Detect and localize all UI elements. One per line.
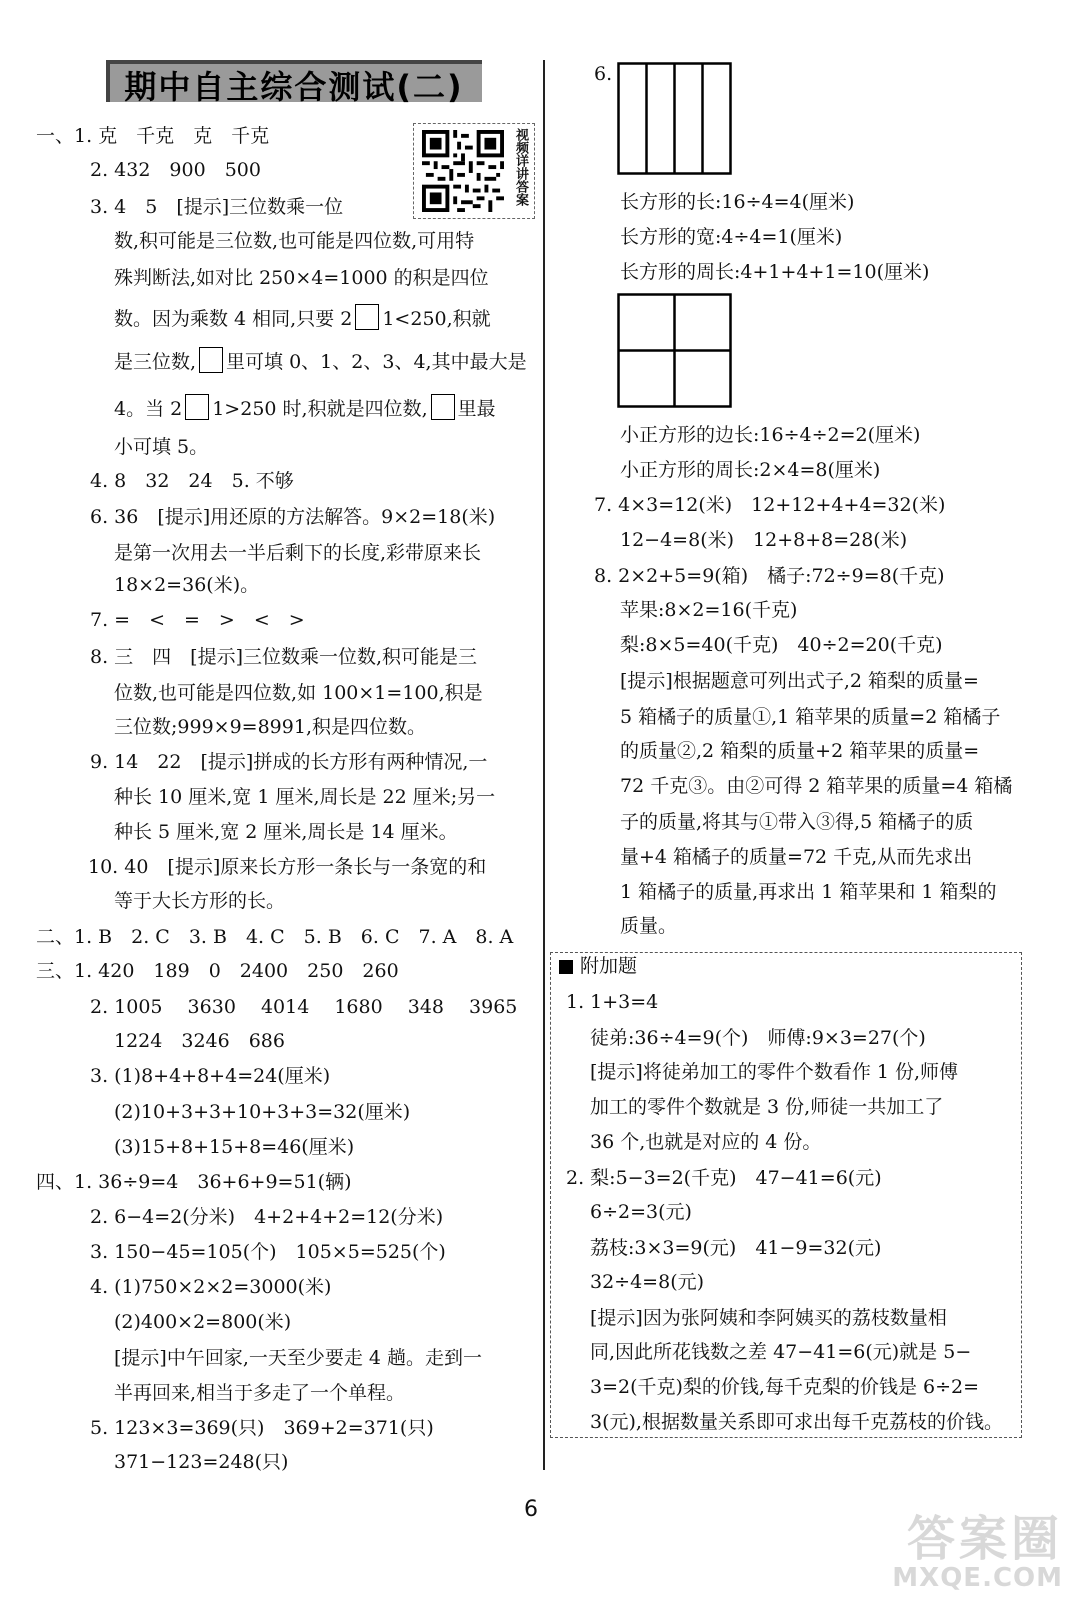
answer-line: [620, 669, 979, 693]
blank-box-icon: [199, 347, 223, 373]
answer-line: [114, 715, 426, 739]
answer-text: 附加题: [580, 955, 638, 977]
answer-line: [620, 880, 997, 904]
answer-text: [提示]将徒弟加工的零件个数看作 1 份,师傅: [590, 1061, 959, 1083]
watermark: [892, 1511, 1063, 1593]
answer-text: 加工的零件个数就是 3 份,师徒一共加工了: [590, 1096, 944, 1118]
answer-text: 7. = < = > < >: [90, 609, 305, 631]
answer-text: [提示]中午回家,一天至少要走 4 趟。走到一: [114, 1347, 483, 1369]
answer-text: 8. 三 四 [提示]三位数乘一位数,积可能是三: [90, 646, 478, 668]
answer-line: [90, 505, 495, 529]
answer-text: 四、1. 36÷9=4 36+6+9=51(辆): [36, 1171, 352, 1193]
answer-text: (2)10+3+3+10+3+3=32(厘米): [114, 1101, 411, 1123]
bonus-marker-icon: [559, 960, 573, 974]
answer-line: [90, 608, 305, 632]
answer-line: [90, 995, 517, 1019]
answer-text: [提示]根据题意可列出式子,2 箱梨的质量=: [620, 670, 979, 692]
answer-text: 位数,也可能是四位数,如 100×1=100,积是: [114, 682, 483, 704]
answer-text: 4。当 2: [114, 398, 183, 420]
answer-line: [620, 423, 920, 447]
answer-line: [114, 394, 496, 421]
answer-text: 7. 4×3=12(米) 12+12+4+4=32(米): [594, 494, 946, 516]
answer-text: 36 个,也就是对应的 4 份。: [590, 1131, 822, 1153]
answer-line: [620, 705, 1000, 729]
qr-code-icon: [420, 130, 506, 212]
answer-line: [114, 229, 474, 253]
answer-text: 小可填 5。: [114, 436, 209, 458]
answer-text: 数,积可能是三位数,也可能是四位数,可用特: [114, 230, 475, 252]
answer-text: 32÷4=8(元): [590, 1271, 705, 1293]
answer-text: 等于大长方形的长。: [114, 890, 286, 912]
blank-box-icon: [431, 394, 455, 420]
answer-text: 量+4 箱橘子的质量=72 千克,从而先求出: [620, 846, 973, 868]
answer-line: [36, 124, 269, 148]
answer-text: 一、1. 克 千克 克 千克: [36, 125, 270, 147]
answer-text: 18×2=36(米)。: [114, 574, 260, 596]
answer-text: 3. (1)8+4+8+4=24(厘米): [90, 1065, 331, 1087]
answer-line: [594, 564, 945, 588]
answer-text: 6.: [594, 63, 613, 85]
answer-line: [114, 1029, 285, 1053]
answer-line: [566, 1166, 882, 1190]
answer-text: 小正方形的边长:16÷4÷2=2(厘米): [620, 424, 921, 446]
answer-text: 半再回来,相当于多走了一个单程。: [114, 1382, 406, 1404]
answer-text: 长方形的周长:4+1+4+1=10(厘米): [620, 261, 930, 283]
square-grid-figure: [617, 293, 733, 409]
answer-text: 2. 梨:5−3=2(千克) 47−41=6(元): [566, 1167, 882, 1189]
rectangle-strips-figure: [617, 62, 733, 176]
answer-text: 6÷2=3(元): [590, 1201, 692, 1223]
answer-line: [620, 914, 677, 938]
answer-text: 长方形的宽:4÷4=1(厘米): [620, 226, 843, 248]
answer-text: 是三位数,: [114, 351, 197, 373]
answer-line: [114, 681, 483, 705]
answer-text: 5 箱橘子的质量①,1 箱苹果的质量=2 箱橘子: [620, 706, 1001, 728]
answer-line: [114, 1450, 288, 1474]
answer-line: [620, 739, 979, 763]
answer-line: [590, 1375, 979, 1399]
blank-box-icon: [355, 304, 379, 330]
answer-line: [90, 1240, 446, 1264]
answer-line: [114, 1346, 482, 1370]
answer-line: [36, 1170, 351, 1194]
answer-text: 12−4=8(米) 12+8+8=28(米): [620, 529, 908, 551]
answer-text: 4. 8 32 24 5. 不够: [90, 470, 294, 492]
answer-text: 徒弟:36÷4=9(个) 师傅:9×3=27(个): [590, 1027, 926, 1049]
answer-text: 同,因此所花钱数之差 47−41=6(元)就是 5−: [590, 1341, 972, 1363]
answer-text: 种长 5 厘米,宽 2 厘米,周长是 14 厘米。: [114, 821, 458, 843]
answer-line: [590, 1410, 1003, 1434]
answer-line: [90, 1416, 434, 1440]
answer-text: 殊判断法,如对比 250×4=1000 的积是四位: [114, 267, 489, 289]
answer-text: 荔枝:3×3=9(元) 41−9=32(元): [590, 1237, 882, 1259]
answer-text: 8. 2×2+5=9(箱) 橘子:72÷9=8(千克): [594, 565, 945, 587]
answer-line: [590, 1200, 692, 1224]
watermark-logo: 答案圈: [906, 1511, 1063, 1567]
answer-text: (3)15+8+15+8=46(厘米): [114, 1136, 355, 1158]
answer-line: [620, 190, 854, 214]
page-number: 6: [524, 1497, 538, 1522]
answer-line: [590, 1095, 943, 1119]
answer-text: 里可填 0、1、2、3、4,其中最大是: [226, 351, 527, 373]
answer-text: 小正方形的周长:2×4=8(厘米): [620, 459, 881, 481]
answer-text: 2. 1005 3630 4014 1680 348 3965: [90, 996, 518, 1018]
answer-line: [114, 785, 495, 809]
answer-line: [90, 1064, 330, 1088]
answer-text: 种长 10 厘米,宽 1 厘米,周长是 22 厘米;另一: [114, 786, 496, 808]
answer-line: [620, 260, 929, 284]
answer-line: [590, 1236, 881, 1260]
answer-line: [88, 855, 486, 879]
answer-text: 质量。: [620, 915, 678, 937]
answer-text: 6. 36 [提示]用还原的方法解答。9×2=18(米): [90, 506, 496, 528]
answer-text: 72 千克③。由②可得 2 箱苹果的质量=4 箱橘: [620, 775, 1013, 797]
answer-line: [114, 1310, 291, 1334]
answer-text: 是第一次用去一半后剩下的长度,彩带原来长: [114, 542, 482, 564]
answer-line: [590, 1026, 926, 1050]
answer-line: [620, 458, 880, 482]
answer-line: [620, 528, 907, 552]
answer-line: [90, 1205, 443, 1229]
answer-text: 1. 1+3=4: [566, 991, 659, 1013]
answer-line: [114, 266, 489, 290]
answer-text: 1<250,积就: [382, 308, 491, 330]
answer-line: [594, 62, 612, 86]
answer-line: [114, 304, 491, 331]
qr-code-box[interactable]: [413, 123, 535, 219]
answer-text: 里最: [457, 398, 496, 420]
answer-line: [114, 820, 458, 844]
answer-text: 4. (1)750×2×2=3000(米): [90, 1276, 332, 1298]
answer-text: [提示]因为张阿姨和李阿姨买的荔枝数量相: [590, 1307, 947, 1329]
answer-text: 3. 150−45=105(个) 105×5=525(个): [90, 1241, 446, 1263]
answer-line: [90, 645, 477, 669]
answer-line: [90, 1275, 331, 1299]
answer-text: 10. 40 [提示]原来长方形一条长与一条宽的和: [88, 856, 487, 878]
answer-text: 三、1. 420 189 0 2400 250 260: [36, 960, 399, 982]
answer-text: 1>250 时,积就是四位数,: [212, 398, 428, 420]
answer-text: 数。因为乘数 4 相同,只要 2: [114, 308, 353, 330]
answer-line: [114, 573, 259, 597]
answer-text: 371−123=248(只): [114, 1451, 289, 1473]
answer-line: [90, 750, 487, 774]
answer-line: [114, 347, 527, 374]
answer-text: 3. 4 5 [提示]三位数乘一位: [90, 196, 344, 218]
answer-line: [590, 1130, 821, 1154]
answer-text: 3=2(千克)梨的价钱,每千克梨的价钱是 6÷2=: [590, 1376, 980, 1398]
answer-line: [620, 633, 943, 657]
answer-line: [90, 195, 343, 219]
answer-text: 的质量②,2 箱梨的质量+2 箱苹果的质量=: [620, 740, 980, 762]
answer-text: 梨:8×5=40(千克) 40÷2=20(千克): [620, 634, 943, 656]
answer-line: [620, 598, 797, 622]
answer-line: [114, 1135, 354, 1159]
answer-line: [114, 541, 481, 565]
answer-text: (2)400×2=800(米): [114, 1311, 292, 1333]
answer-line: [36, 925, 513, 949]
answer-line: [90, 469, 294, 493]
answer-line: [566, 990, 658, 1014]
answer-text: 5. 123×3=369(只) 369+2=371(只): [90, 1417, 434, 1439]
answer-line: [620, 774, 1012, 798]
column-divider: [543, 60, 545, 1470]
answer-line: [590, 1340, 971, 1364]
answer-line: [590, 1060, 958, 1084]
watermark-url: MXQE.COM: [892, 1563, 1063, 1593]
answer-line: [114, 889, 285, 913]
answer-text: 长方形的长:16÷4=4(厘米): [620, 191, 855, 213]
answer-line: [590, 1270, 704, 1294]
answer-text: 苹果:8×2=16(千克): [620, 599, 798, 621]
page-title-banner: [106, 60, 482, 106]
answer-text: 2. 432 900 500: [90, 159, 261, 181]
answer-text: 2. 6−4=2(分米) 4+2+4+2=12(分米): [90, 1206, 444, 1228]
answer-line: [590, 1306, 947, 1330]
answer-line: [620, 225, 842, 249]
answer-text: 三位数;999×9=8991,积是四位数。: [114, 716, 426, 738]
answer-text: 1224 3246 686: [114, 1030, 285, 1052]
answer-text: 3(元),根据数量关系即可求出每千克荔枝的价钱。: [590, 1411, 1003, 1433]
answer-text: 子的质量,将其与①带入③得,5 箱橘子的质: [620, 811, 974, 833]
answer-line: [114, 435, 208, 459]
answer-text: 二、1. B 2. C 3. B 4. C 5. B 6. C 7. A 8. A: [36, 926, 514, 948]
qr-caption: 视频详讲答案: [513, 128, 528, 206]
blank-box-icon: [185, 394, 209, 420]
page-title: 期中自主综合测试(二): [124, 68, 464, 106]
answer-line: [580, 954, 637, 978]
answer-text: 1 箱橘子的质量,再求出 1 箱苹果和 1 箱梨的: [620, 881, 997, 903]
bonus-section: [550, 952, 1022, 1438]
answer-line: [594, 493, 945, 517]
answer-line: [90, 158, 261, 182]
answer-line: [620, 810, 973, 834]
answer-line: [114, 1381, 405, 1405]
answer-line: [620, 845, 972, 869]
answer-line: [36, 959, 399, 983]
answer-line: [114, 1100, 410, 1124]
answer-text: 9. 14 22 [提示]拼成的长方形有两种情况,一: [90, 751, 488, 773]
